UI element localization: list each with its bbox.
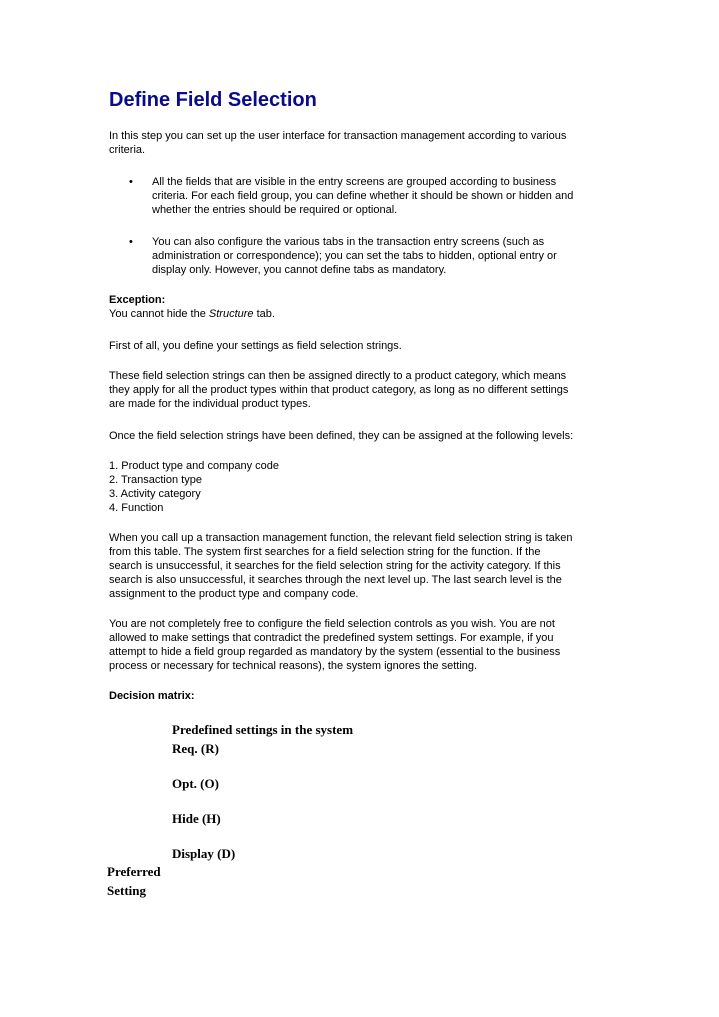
text-line: allowed to make settings that contradict the predefined system settings. For example, if you: [109, 632, 554, 644]
text-line: Decision matrix:: [109, 690, 195, 702]
text-line: attempt to hide a field group regarded as mandatory by the system (essential to the business: [109, 646, 561, 658]
intro-paragraph: [109, 129, 614, 157]
text-line: You are not completely free to configure the field selection controls as you wish. You are not: [109, 618, 555, 630]
matrix-row-label-setting: Setting: [107, 883, 146, 898]
text-line: are made for the individual product types.: [109, 398, 311, 410]
matrix-option-display: Display (D): [172, 846, 236, 861]
decision-matrix-heading: [109, 689, 614, 703]
first-paragraph: [109, 339, 614, 353]
text-line: whether the entries should be required or optional.: [152, 204, 398, 216]
text-line: You can also configure the various tabs in the transaction entry screens (such as: [152, 236, 545, 248]
text-line: Once the field selection strings have been defined, they can be assigned at the following levels:: [109, 430, 574, 442]
exception-text-italic: Structure: [208, 308, 254, 320]
restrict-paragraph: [109, 617, 614, 673]
matrix-header: Predefined settings in the system: [172, 722, 354, 737]
text-line: In this step you can set up the user interface for transaction management according to various: [109, 130, 567, 142]
list-item: 3. Activity category: [109, 488, 201, 500]
levels-list: [109, 459, 614, 515]
text-line: These field selection strings can then be assigned directly to a product category, which means: [109, 370, 567, 382]
text-line: When you call up a transaction management function, the relevant field selection string is taken: [109, 532, 573, 544]
assign-paragraph: [109, 369, 614, 411]
bullet-icon: •: [129, 236, 133, 248]
text-line: from this table. The system first searches for a field selection string for the function. If the: [109, 546, 541, 558]
text-line: First of all, you define your settings as field selection strings.: [109, 340, 402, 352]
list-item: 1. Product type and company code: [109, 460, 279, 472]
bullet-text: [152, 175, 614, 217]
bullet-item: [109, 235, 614, 277]
exception-block: [109, 293, 614, 321]
list-item: 4. Function: [109, 502, 164, 514]
exception-text: [109, 307, 614, 321]
search-paragraph: [109, 531, 614, 601]
text-line: they apply for all the product types within that product category, as long as no different settings: [109, 384, 569, 396]
bullet-icon: •: [129, 176, 133, 188]
matrix-option-optional: Opt. (O): [172, 776, 219, 791]
exception-heading: Exception:: [109, 294, 166, 306]
page-title: Define Field Selection: [109, 89, 317, 111]
text-line: search is unsuccessful, it searches for the field selection string for the activity category. If this: [109, 560, 561, 572]
levels-intro-paragraph: [109, 429, 614, 443]
text-line: display only. However, you cannot define tabs as mandatory.: [152, 264, 447, 276]
list-item: 2. Transaction type: [109, 474, 202, 486]
bullet-item: [109, 175, 614, 217]
matrix-option-hide: Hide (H): [172, 811, 221, 826]
text-line: All the fields that are visible in the entry screens are grouped according to business: [152, 176, 557, 188]
text-line: criteria. For each field group, you can define whether it should be shown or hidden and: [152, 190, 574, 202]
text-line: assignment to the product type and company code.: [109, 588, 359, 600]
bullet-text: [152, 235, 614, 277]
matrix-option-required: Req. (R): [172, 741, 219, 756]
text-line: search is also unsuccessful, it searches through the next level up. The last search level is the: [109, 574, 562, 586]
exception-text-before: You cannot hide the: [109, 308, 209, 320]
exception-text-after: tab.: [253, 308, 275, 320]
text-line: administration or correspondence); you can set the tabs to hidden, optional entry or: [152, 250, 557, 262]
text-line: criteria.: [109, 144, 146, 156]
text-line: process or necessary for technical reasons), the system ignores the setting.: [109, 660, 478, 672]
matrix-row-label-preferred: Preferred: [107, 864, 161, 879]
